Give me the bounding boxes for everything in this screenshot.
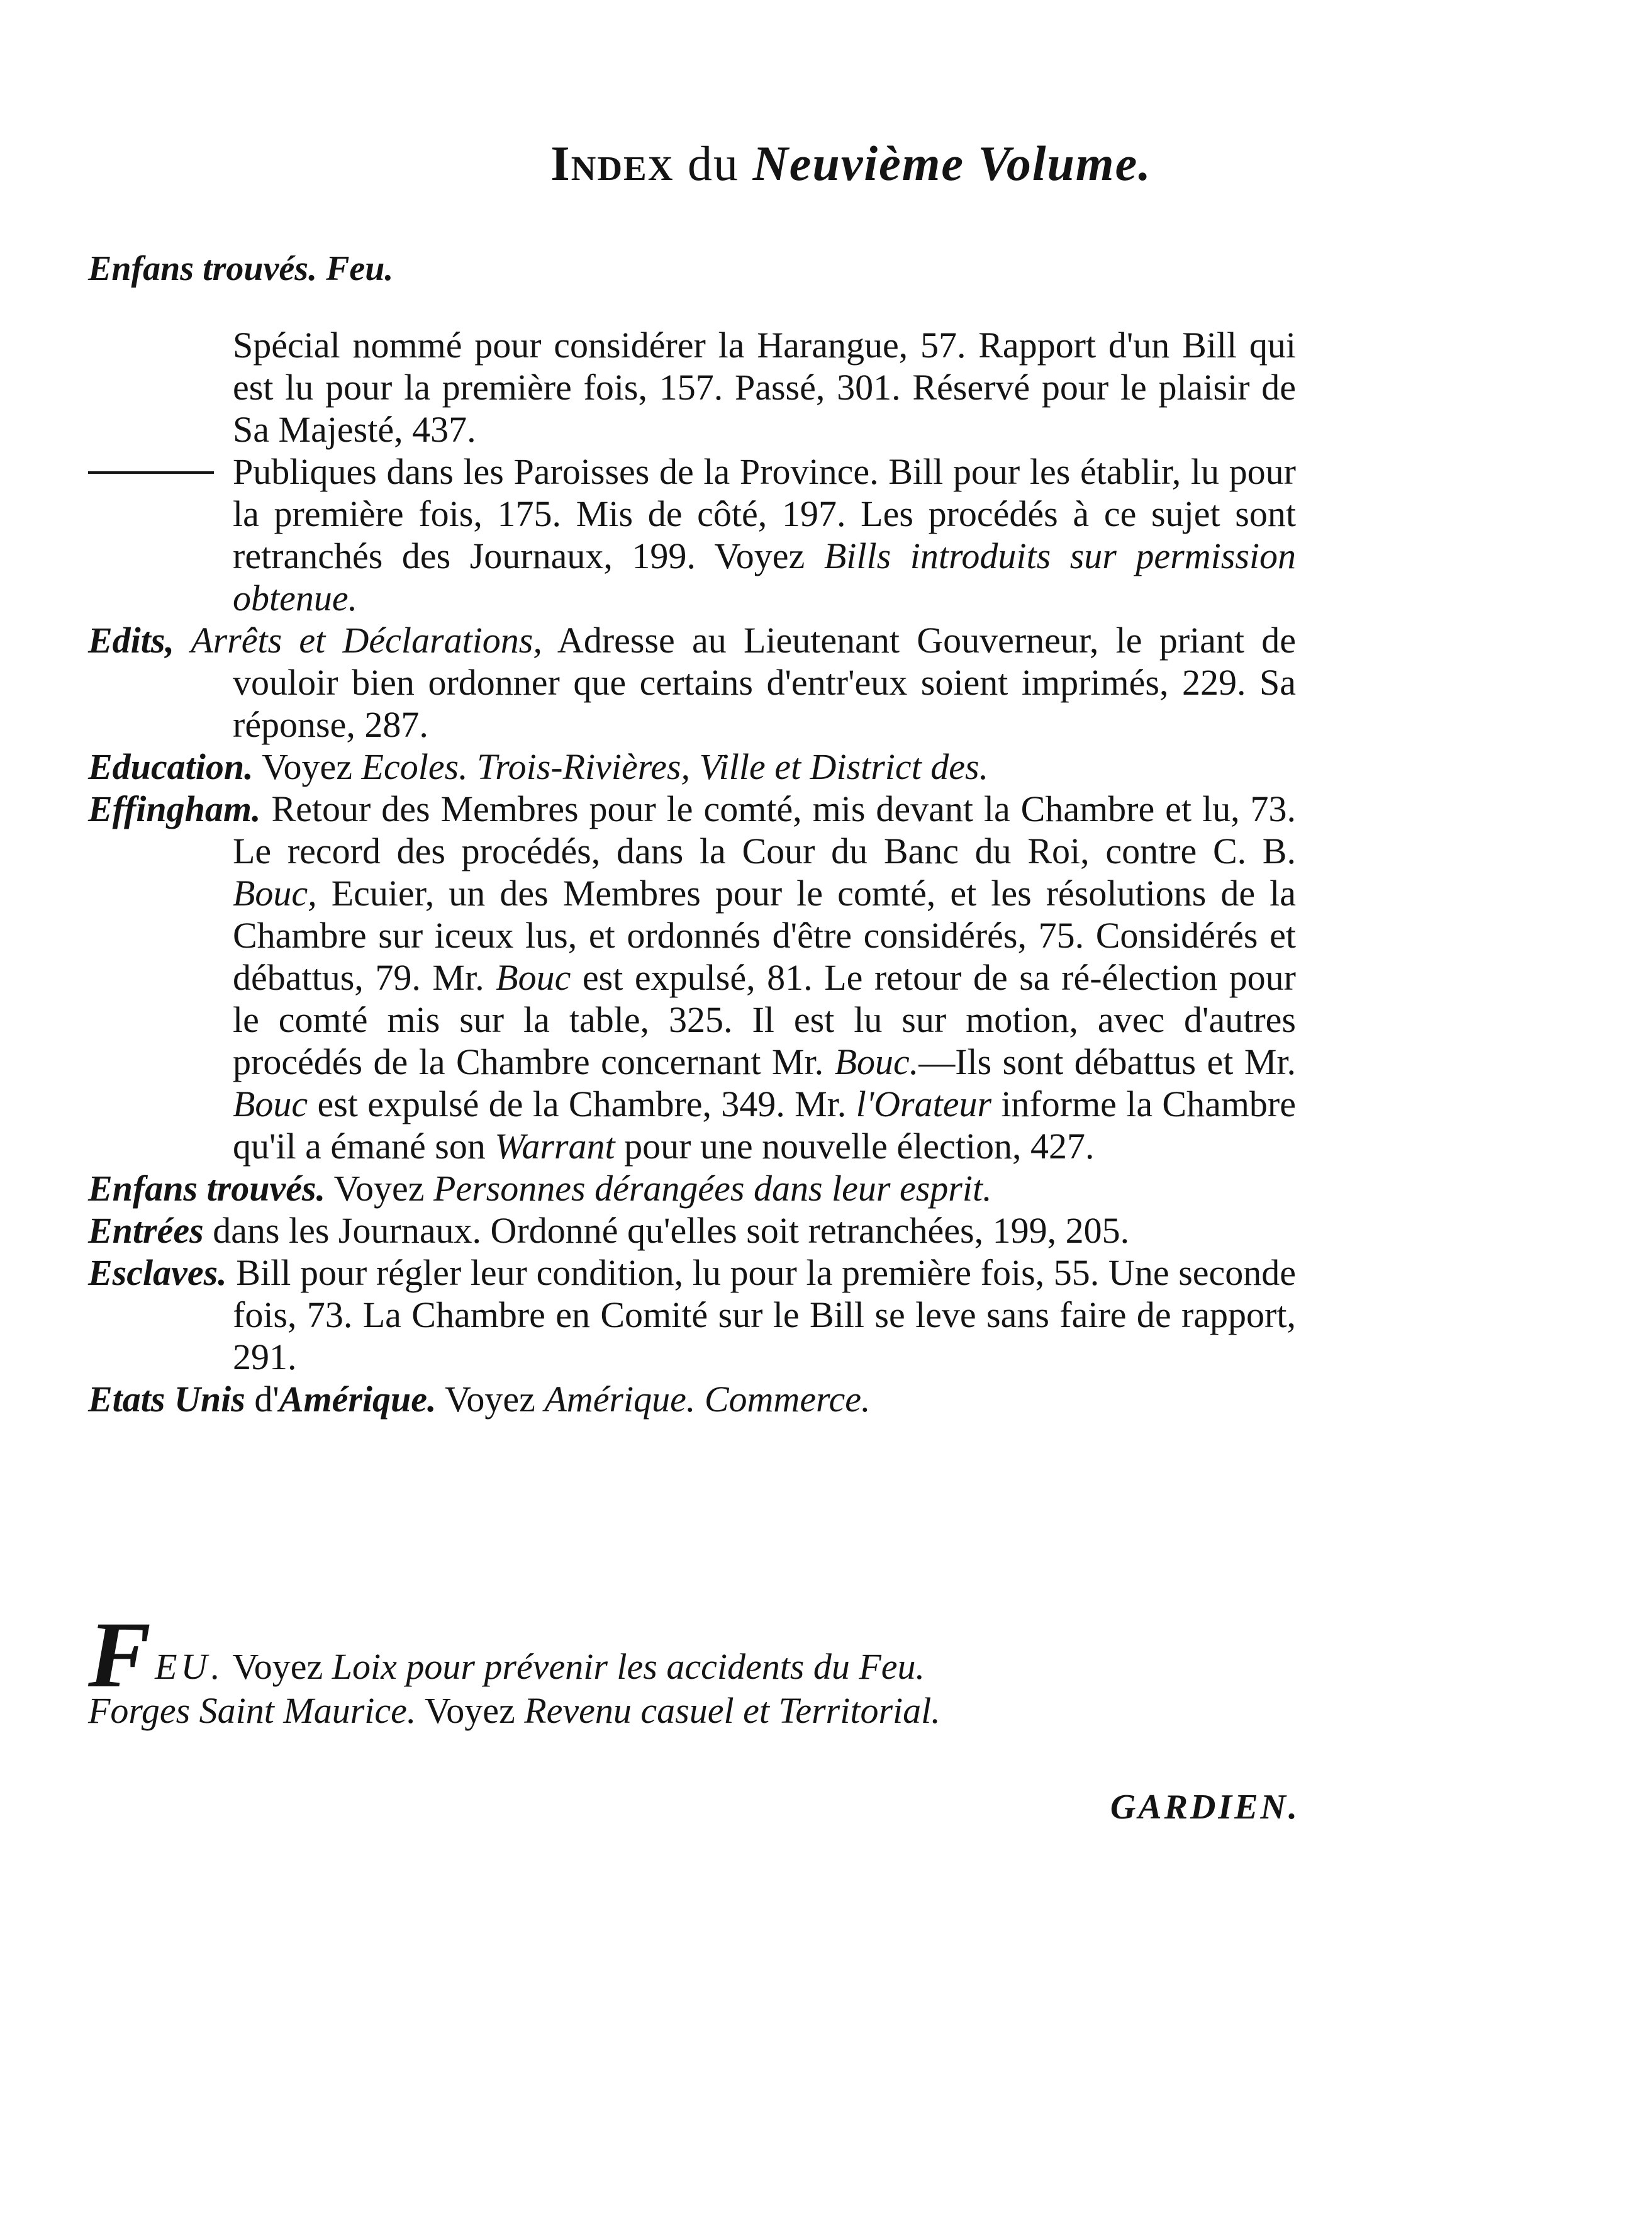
entry-esclaves [88, 1252, 1296, 1378]
entry-entrees [88, 1209, 1296, 1252]
entry-name: Bouc, [233, 873, 317, 914]
entry-see-reference: Ecoles. Trois-Rivières, Ville et District des. [361, 746, 989, 787]
header-title: Neuvième Volume. [752, 136, 1152, 191]
entry-forges [88, 1689, 1296, 1733]
running-head: Enfans trouvés. Feu. [88, 249, 394, 288]
header-middle: du [674, 136, 753, 191]
entry-text: informe la Chambre qu'il a émané son [233, 1084, 1296, 1167]
entry-text: Voyez [223, 1646, 332, 1687]
entry-heading: Forges Saint Maurice. [88, 1690, 416, 1731]
entry-see-reference: Amérique. Commerce. [544, 1379, 871, 1420]
entry-name: Warrant [494, 1126, 615, 1167]
continuation-dash [88, 471, 214, 474]
entry-education [88, 746, 1296, 788]
entry-heading: Enfans trouvés. [88, 1168, 326, 1209]
entry-text: dans les Journaux. Ordonné qu'elles soit retranchées, 199, 205. [203, 1210, 1130, 1251]
entry-heading: Education. [88, 746, 254, 787]
entry-see-reference: Bills introduits sur permission obtenue. [233, 535, 1296, 619]
entry-text: Adresse au Lieutenant Gouverneur, le priant de vouloir bien ordonner que certains d'entr'eux soient imprimés, 229. Sa réponse, 287. [233, 620, 1296, 745]
entry-name: l'Orateur [856, 1084, 992, 1124]
entry-heading: Effingham. [88, 788, 261, 829]
entry-heading: EU. [155, 1646, 224, 1687]
page-header [0, 135, 1652, 192]
signature: GARDIEN. [1110, 1788, 1300, 1827]
entry-ecoles-continued [88, 324, 1296, 451]
entry-text: Voyez [253, 746, 362, 787]
entry-text: est expulsé de la Chambre, 349. Mr. [308, 1084, 856, 1124]
entry-see-reference: Personnes dérangées dans leur esprit. [433, 1168, 992, 1209]
entry-text: Retour des Membres pour le comté, mis devant la Chambre et lu, 73. Le record des procédés, dans la Cour du Banc du Roi, contre C. B. [233, 788, 1296, 871]
section-f [88, 1603, 1296, 1733]
entry-see-reference: Loix pour prévenir les accidents du Feu. [332, 1646, 925, 1687]
entry-enfans [88, 1167, 1296, 1209]
entry-heading-2: Amérique. [279, 1379, 437, 1420]
entry-text: Bill pour régler leur condition, lu pour la première fois, 55. Une seconde fois, 73. La Chambre en Comité sur le Bill se leve sans faire de rapport, 291. [226, 1252, 1296, 1377]
entry-text: Spécial nommé pour considérer la Harangue, 57. Rapport d'un Bill qui est lu pour la première fois, 157. Passé, 301. Réservé pour le plaisir de Sa Majesté, 437. [233, 325, 1296, 450]
entry-name: Bouc [496, 957, 571, 998]
entry-heading: Esclaves. [88, 1252, 227, 1293]
entry-name: Bouc. [834, 1041, 919, 1082]
entry-text: —Ils sont débattus et Mr. [918, 1041, 1297, 1082]
entry-edits [88, 619, 1296, 746]
entry-text: Publiques dans les Paroisses de la Province. Bill pour les établir, lu pour la première fois, 175. Mis de côté, 197. Les procédés à ce sujet sont retranchés des Journaux, 199. Voyez [233, 451, 1296, 576]
entry-text: Voyez [416, 1690, 525, 1731]
drop-cap: F [88, 1603, 152, 1707]
entry-text: Voyez [436, 1379, 545, 1420]
header-prefix: Index [550, 136, 674, 191]
entry-text: Voyez [325, 1168, 433, 1209]
entry-effingham [88, 788, 1296, 1167]
entry-name: Bouc [233, 1084, 308, 1124]
entry-etats [88, 1378, 1296, 1420]
entry-heading: Entrées [88, 1210, 204, 1251]
entry-heading-italic: Arrêts et Déclarations, [174, 620, 542, 661]
entry-text: pour une nouvelle élection, 427. [615, 1126, 1095, 1167]
entry-publiques [88, 451, 1296, 619]
entry-heading: Edits, [88, 620, 174, 661]
entry-heading: Etats Unis [88, 1379, 245, 1420]
index-entries [88, 324, 1296, 1420]
entry-see-reference: Revenu casuel et Territorial. [524, 1690, 940, 1731]
entry-text: Ecuier, un des Membres pour le comté, et les résolutions de la Chambre sur iceux lus, et ordonnés d'être considérés, 75. Considérés et débattus, 79. Mr. [233, 873, 1296, 998]
entry-feu [88, 1603, 1296, 1707]
entry-heading-join: d' [245, 1379, 279, 1420]
entry-text: est expulsé, 81. Le retour de sa ré-élection pour le comté mis sur la table, 325. Il est lu sur motion, avec d'autres procédés de la Chambre concernant Mr. [233, 957, 1296, 1082]
